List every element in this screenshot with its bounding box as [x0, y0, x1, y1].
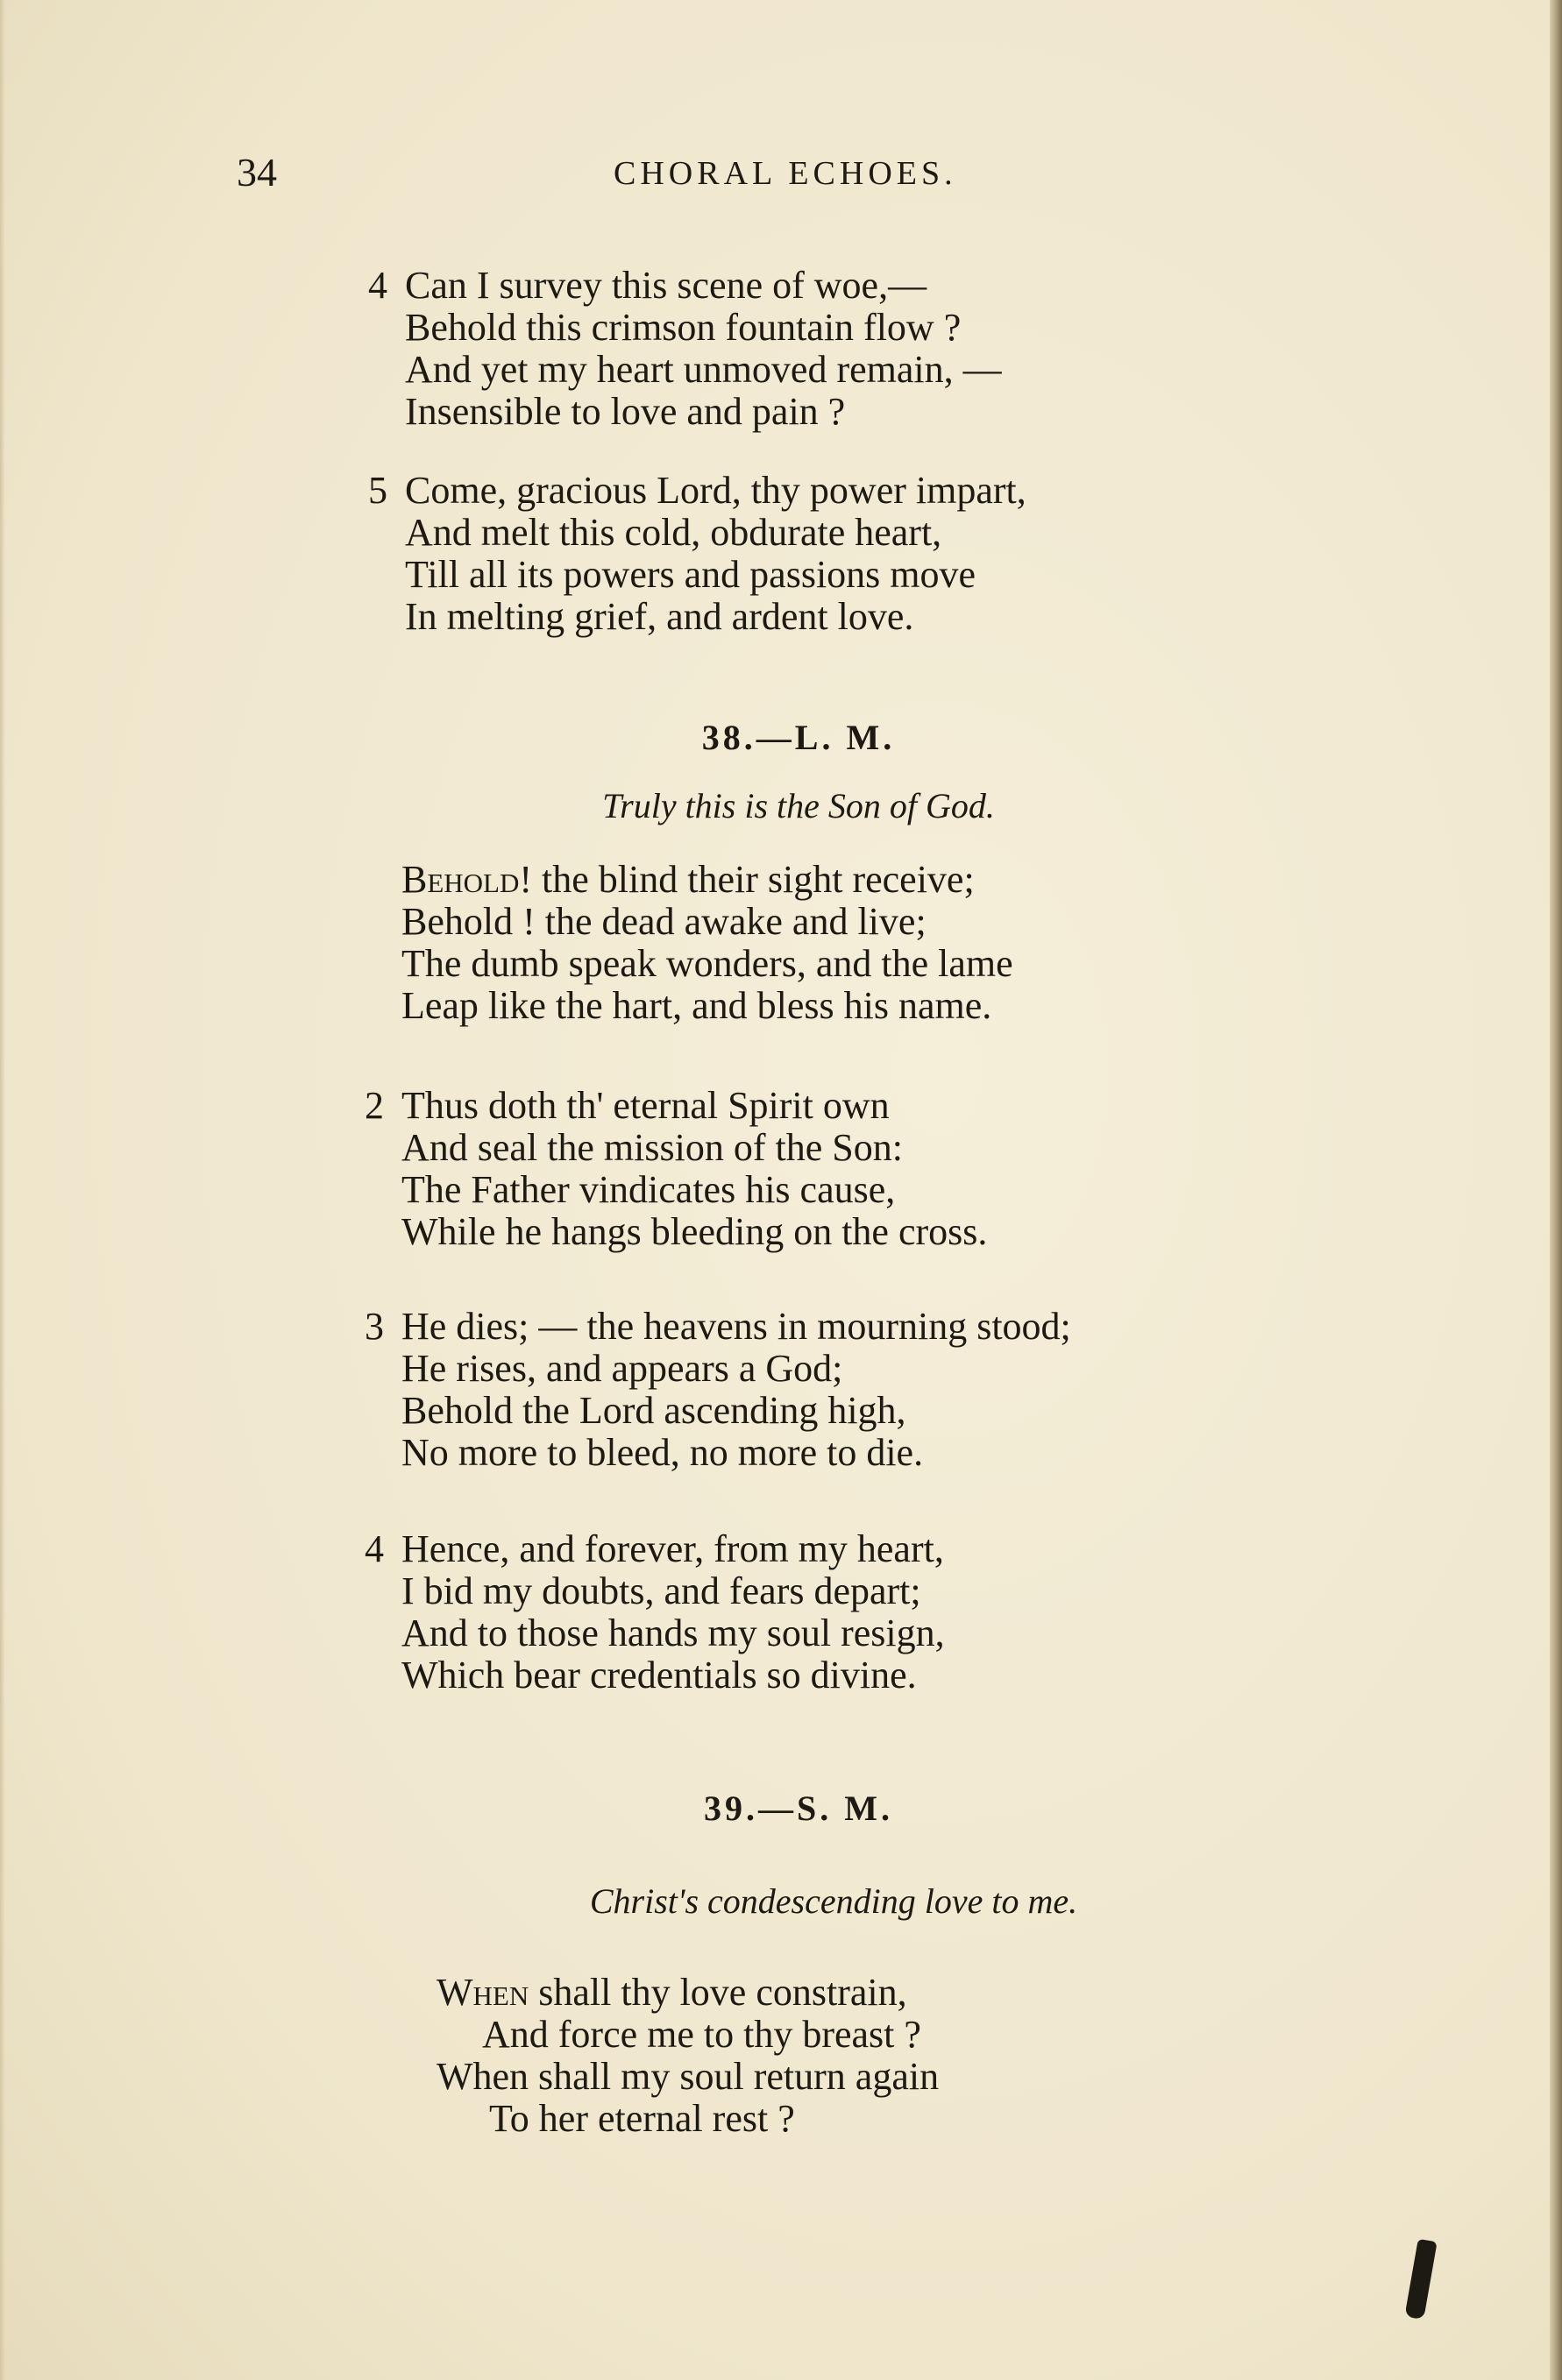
verse-line: The Father vindicates his cause,	[401, 1168, 896, 1211]
verse-line: No more to bleed, no more to die.	[401, 1431, 924, 1474]
verse-line: Insensible to love and pain ?	[405, 390, 846, 433]
verse-line: Behold this crimson fountain flow ?	[405, 306, 962, 349]
verse-line-first	[401, 859, 1013, 901]
ink-mark	[1404, 2239, 1437, 2320]
verse-line-rest: ! the blind their sight receive;	[519, 858, 975, 901]
verse-line: Behold ! the dead awake and live;	[401, 900, 927, 943]
stanza-lines	[405, 265, 1002, 433]
page-left-edge	[0, 0, 5, 2380]
hymn-39-subtitle: Christ's condescending love to me.	[589, 1881, 1078, 1921]
page-header	[237, 149, 1113, 210]
stanza-number: 2	[365, 1084, 384, 1127]
verse-line: In melting grief, and ardent love.	[405, 595, 914, 638]
verse-line: And seal the mission of the Son:	[401, 1126, 903, 1169]
hymn-38-heading: 38.—L. M.	[701, 718, 896, 757]
hymn-39-heading: 39.—S. M.	[704, 1789, 893, 1828]
stanza-lines	[401, 1528, 945, 1696]
verse-line: He rises, and appears a God;	[401, 1347, 843, 1390]
verse-line: Till all its powers and passions move	[405, 553, 976, 596]
verse-line: And melt this cold, obdurate heart,	[405, 511, 942, 554]
drop-word: Behold	[401, 858, 520, 901]
running-title: CHORAL ECHOES.	[614, 155, 957, 192]
hymn-38-subtitle: Truly this is the Son of God.	[602, 786, 995, 825]
verse-line: Leap like the hart, and bless his name.	[401, 984, 992, 1027]
verse-line: Behold the Lord ascending high,	[401, 1389, 906, 1432]
stanza-number: 4	[365, 1527, 384, 1570]
stanza-lines	[401, 1306, 1071, 1474]
page-number: 34	[237, 150, 277, 195]
stanza-lines	[401, 859, 1013, 1027]
stanza-number: 5	[368, 469, 387, 512]
stanza-number: 4	[368, 264, 387, 307]
verse-line: And yet my heart unmoved remain, —	[405, 348, 1002, 391]
stanza-lines	[437, 1972, 939, 2140]
verse-line: Thus doth th' eternal Spirit own	[401, 1084, 890, 1127]
verse-line: Hence, and forever, from my heart,	[401, 1527, 944, 1570]
verse-line: Which bear credentials so divine.	[401, 1654, 917, 1696]
verse-line: And to those hands my soul resign,	[401, 1611, 945, 1654]
verse-line: While he hangs bleeding on the cross.	[401, 1210, 988, 1253]
stanza-number: 3	[365, 1305, 384, 1348]
stanza-lines	[405, 470, 1026, 638]
verse-line-rest: shall thy love constrain,	[529, 1971, 907, 2014]
page-right-edge	[1550, 0, 1562, 2380]
verse-line: When shall my soul return again	[437, 2055, 940, 2098]
verse-line: Come, gracious Lord, thy power impart,	[405, 469, 1026, 512]
verse-line: Can I survey this scene of woe,—	[405, 264, 927, 307]
stanza-lines	[401, 1085, 987, 1253]
drop-word: When	[437, 1971, 529, 2014]
verse-line: I bid my doubts, and fears depart;	[401, 1569, 921, 1612]
verse-line: He dies; — the heavens in mourning stood;	[401, 1305, 1071, 1348]
verse-line-indented: And force me to thy breast ?	[482, 2013, 921, 2056]
verse-line-indented: To her eternal rest ?	[489, 2097, 795, 2140]
verse-line: The dumb speak wonders, and the lame	[401, 942, 1013, 985]
verse-line-first	[437, 1972, 939, 2014]
